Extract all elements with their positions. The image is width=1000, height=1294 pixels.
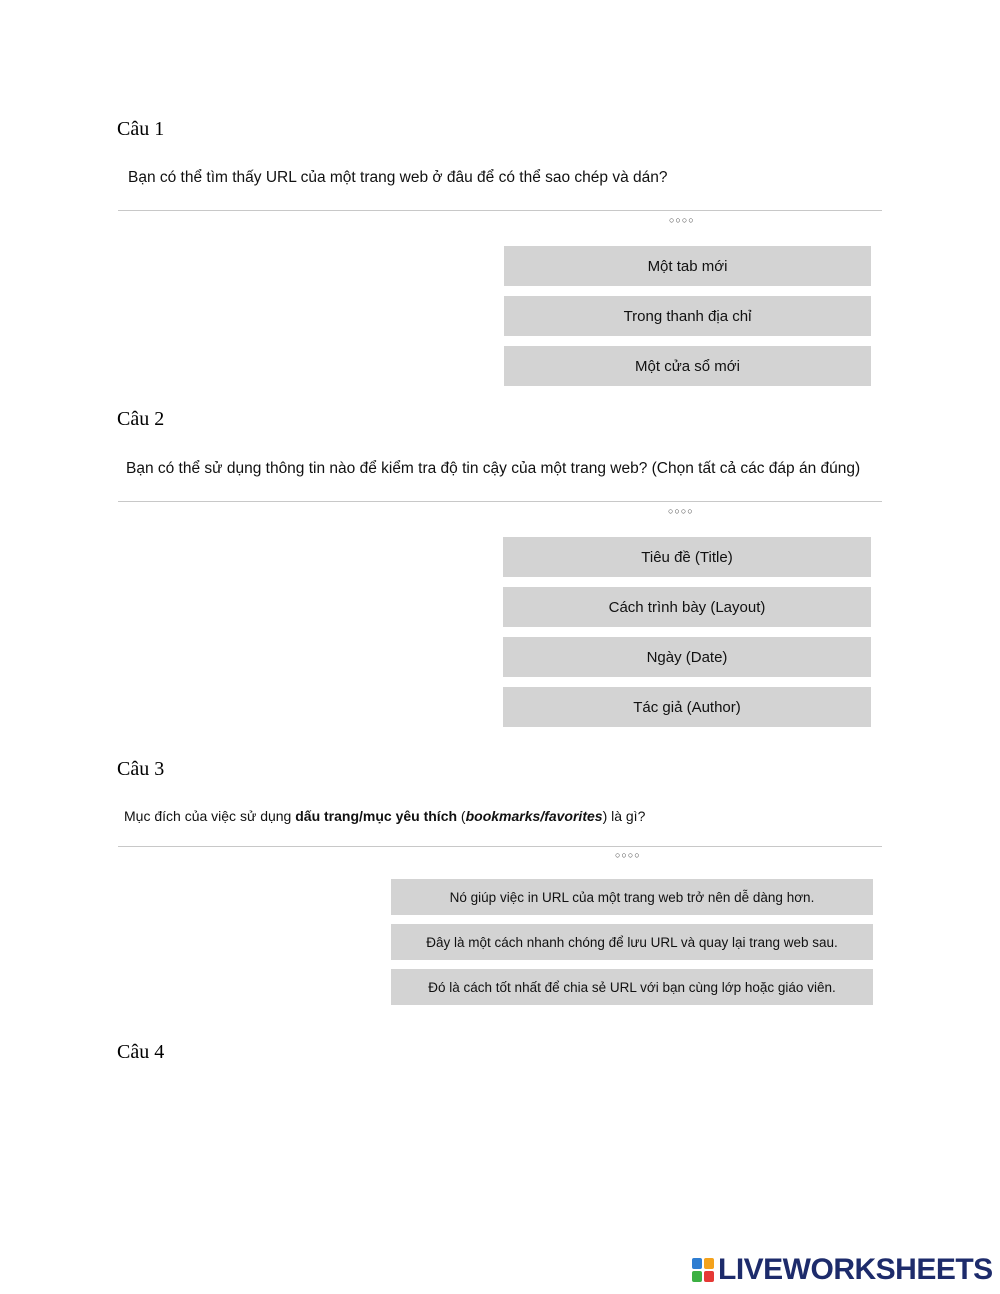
question-4-title: Câu 4 (117, 1041, 165, 1063)
question-1-text: Bạn có thể tìm thấy URL của một trang web ở đâu để có thể sao chép và dán? (128, 169, 668, 186)
q2-option-3[interactable]: Ngày (Date) (503, 637, 871, 677)
question-3-text-bold-italic: bookmarks/favorites (465, 808, 603, 824)
liveworksheets-logo-text: LIVEWORKSHEETS (718, 1253, 993, 1286)
q2-option-1[interactable]: Tiêu đề (Title) (503, 537, 871, 577)
question-3-text-before: Mục đích của việc sử dụng (124, 808, 296, 824)
liveworksheets-logo (692, 1254, 993, 1286)
question-3-text-after: ) là gì? (602, 808, 646, 824)
q1-option-1[interactable]: Một tab mới (504, 246, 871, 286)
q2-option-2[interactable]: Cách trình bày (Layout) (503, 587, 871, 627)
q3-option-3[interactable]: Đó là cách tốt nhất để chia sẻ URL với bạn cùng lớp hoặc giáo viên. (391, 969, 873, 1005)
question-2-text: Bạn có thể sử dụng thông tin nào để kiểm tra độ tin cậy của một trang web? (Chọn tất cả các đáp án đúng) (126, 460, 861, 477)
q3-option-1[interactable]: Nó giúp việc in URL của một trang web trở nên dễ dàng hơn. (391, 879, 873, 915)
logo-mark-square (692, 1271, 702, 1282)
liveworksheets-logo-icon (692, 1258, 714, 1282)
q3-option-2[interactable]: Đây là một cách nhanh chóng để lưu URL và quay lại trang web sau. (391, 924, 873, 960)
q1-option-2[interactable]: Trong thanh địa chỉ (504, 296, 871, 336)
logo-mark-square (704, 1258, 714, 1269)
logo-mark-square (692, 1258, 702, 1269)
question-1-dots: ○○○○ (669, 215, 695, 225)
q1-option-3[interactable]: Một cửa sổ mới (504, 346, 871, 386)
question-3-text-mid: ( (457, 808, 466, 824)
q2-option-4[interactable]: Tác giả (Author) (503, 687, 871, 727)
question-2-divider (118, 501, 882, 502)
question-2-title: Câu 2 (117, 408, 165, 430)
question-3-text (124, 808, 645, 824)
question-3-title: Câu 3 (117, 758, 165, 780)
question-1-divider (118, 210, 882, 211)
logo-mark-square (704, 1271, 714, 1282)
question-3-divider (118, 846, 882, 847)
question-3-dots: ○○○○ (615, 850, 641, 860)
question-1-title: Câu 1 (117, 118, 165, 140)
question-3-text-bold: dấu trang/mục yêu thích (295, 808, 458, 824)
question-2-dots: ○○○○ (668, 506, 694, 516)
